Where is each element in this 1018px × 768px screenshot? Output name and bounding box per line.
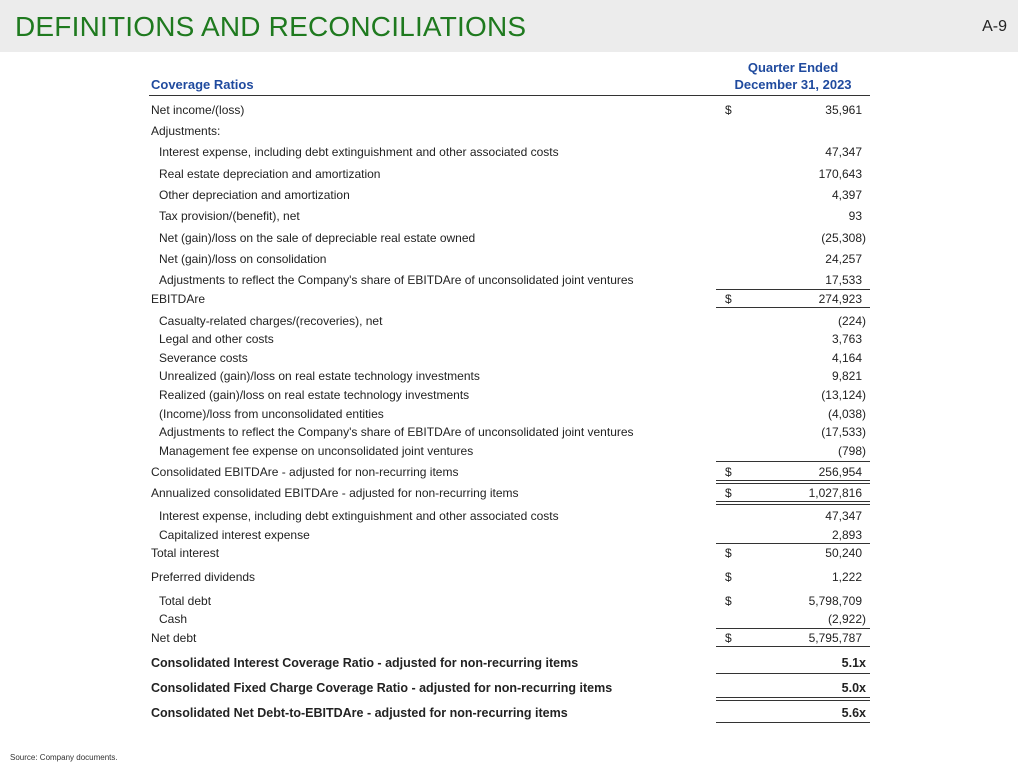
row-label: Total interest [151, 546, 220, 560]
row-label: Adjustments to reflect the Company's share of EBITDAre of unconsolidated joint ventures [159, 425, 634, 439]
row-label: Annualized consolidated EBITDAre - adjusted for non-recurring items [151, 486, 519, 500]
row-currency: $ [725, 570, 732, 584]
row-value: 256,954 [818, 465, 862, 479]
row-label: EBITDAre [151, 292, 206, 306]
table-row [149, 165, 870, 183]
column-header-line1: Quarter Ended [747, 60, 839, 75]
row-label: Consolidated Fixed Charge Coverage Ratio - adjusted for non-recurring items [151, 681, 613, 695]
table-row [149, 507, 870, 525]
row-value: 47,347 [825, 145, 862, 159]
row-value: 47,347 [825, 509, 862, 523]
row-label: Capitalized interest expense [159, 528, 310, 542]
row-label: Unrealized (gain)/loss on real estate technology investments [159, 369, 480, 383]
row-label: Other depreciation and amortization [159, 188, 350, 202]
table-row [149, 386, 870, 404]
row-label: Severance costs [159, 351, 248, 365]
row-value: 5.0x [841, 681, 866, 695]
row-value: (224) [837, 314, 866, 328]
row-label: Tax provision/(benefit), net [159, 209, 300, 223]
table-row [149, 250, 870, 268]
ratio-rule [716, 673, 870, 674]
table-row [149, 679, 870, 697]
row-value: 35,961 [825, 103, 862, 117]
table-row [149, 544, 870, 562]
row-value: (17,533) [821, 425, 866, 439]
table-row [149, 592, 870, 610]
table-row [149, 229, 870, 247]
row-currency: $ [725, 594, 732, 608]
row-value: (13,124) [821, 388, 866, 402]
row-value: 170,643 [818, 167, 862, 181]
column-header-line2: December 31, 2023 [734, 77, 852, 92]
table-row [149, 423, 870, 441]
row-label: Adjustments to reflect the Company's share of EBITDAre of unconsolidated joint ventures [159, 273, 634, 287]
table-row [149, 122, 870, 140]
row-value: 1,222 [831, 570, 862, 584]
table-row [149, 367, 870, 385]
subtotal-rule [716, 646, 870, 647]
row-value: 5,798,709 [808, 594, 862, 608]
row-label: Interest expense, including debt extinguishment and other associated costs [159, 145, 559, 159]
table-row [149, 143, 870, 161]
row-value: 3,763 [831, 332, 862, 346]
table-row [149, 349, 870, 367]
table-row [149, 654, 870, 672]
table-row [149, 312, 870, 330]
table-row [149, 101, 870, 119]
table-row [149, 610, 870, 628]
row-currency: $ [725, 486, 732, 500]
row-currency: $ [725, 546, 732, 560]
row-value: 93 [848, 209, 862, 223]
table-row [149, 526, 870, 544]
subtotal-rule [716, 307, 870, 308]
total-double-rule [716, 697, 870, 701]
table-row [149, 568, 870, 586]
row-value: (25,308) [821, 231, 866, 245]
row-label: Net (gain)/loss on consolidation [159, 252, 327, 266]
row-value: 1,027,816 [808, 486, 862, 500]
table-row [149, 442, 870, 460]
page-number: A-9 [982, 18, 1007, 35]
source-footnote: Source: Company documents. [10, 753, 118, 762]
row-value: (4,038) [827, 407, 866, 421]
row-label: Cash [159, 612, 188, 626]
table-row [149, 463, 870, 481]
row-label: Consolidated Net Debt-to-EBITDAre - adjusted for non-recurring items [151, 706, 568, 720]
row-value: 2,893 [831, 528, 862, 542]
row-label: Management fee expense on unconsolidated joint ventures [159, 444, 474, 458]
row-currency: $ [725, 292, 732, 306]
section-title: Coverage Ratios [151, 77, 254, 92]
row-label: Realized (gain)/loss on real estate technology investments [159, 388, 470, 402]
row-value: (798) [837, 444, 866, 458]
table-row [149, 271, 870, 289]
table-row [149, 704, 870, 722]
table-row [149, 290, 870, 308]
table-row [149, 629, 870, 647]
row-value: 5,795,787 [808, 631, 862, 645]
row-value: 24,257 [825, 252, 862, 266]
row-label: Adjustments: [151, 124, 221, 138]
row-label: Net income/(loss) [151, 103, 245, 117]
row-value: 17,533 [825, 273, 862, 287]
row-label: (Income)/loss from unconsolidated entities [159, 407, 384, 421]
table-row [149, 484, 870, 502]
row-label: Real estate depreciation and amortization [159, 167, 381, 181]
table-row [149, 207, 870, 225]
row-label: Consolidated EBITDAre - adjusted for non-recurring items [151, 465, 459, 479]
row-currency: $ [725, 631, 732, 645]
row-currency: $ [725, 465, 732, 479]
row-label: Interest expense, including debt extinguishment and other associated costs [159, 509, 559, 523]
row-label: Total debt [159, 594, 212, 608]
row-label: Net (gain)/loss on the sale of depreciable real estate owned [159, 231, 476, 245]
row-label: Legal and other costs [159, 332, 274, 346]
row-value: 274,923 [818, 292, 862, 306]
header-rule [149, 95, 870, 96]
row-value: 5.1x [841, 656, 866, 670]
page-title: DEFINITIONS AND RECONCILIATIONS [15, 11, 527, 42]
table-row [149, 330, 870, 348]
row-value: 4,164 [831, 351, 862, 365]
table-row [149, 186, 870, 204]
row-label: Preferred dividends [151, 570, 256, 584]
table-row [149, 405, 870, 423]
row-label: Consolidated Interest Coverage Ratio - adjusted for non-recurring items [151, 656, 579, 670]
row-value: 5.6x [841, 706, 866, 720]
ratio-rule [716, 722, 870, 723]
row-value: 9,821 [831, 369, 862, 383]
row-label: Net debt [151, 631, 197, 645]
subtotal-rule [716, 461, 870, 462]
row-label: Casualty-related charges/(recoveries), net [159, 314, 383, 328]
row-value: (2,922) [827, 612, 866, 626]
row-value: 4,397 [831, 188, 862, 202]
row-value: 50,240 [825, 546, 862, 560]
row-currency: $ [725, 103, 732, 117]
total-double-rule [716, 501, 870, 505]
